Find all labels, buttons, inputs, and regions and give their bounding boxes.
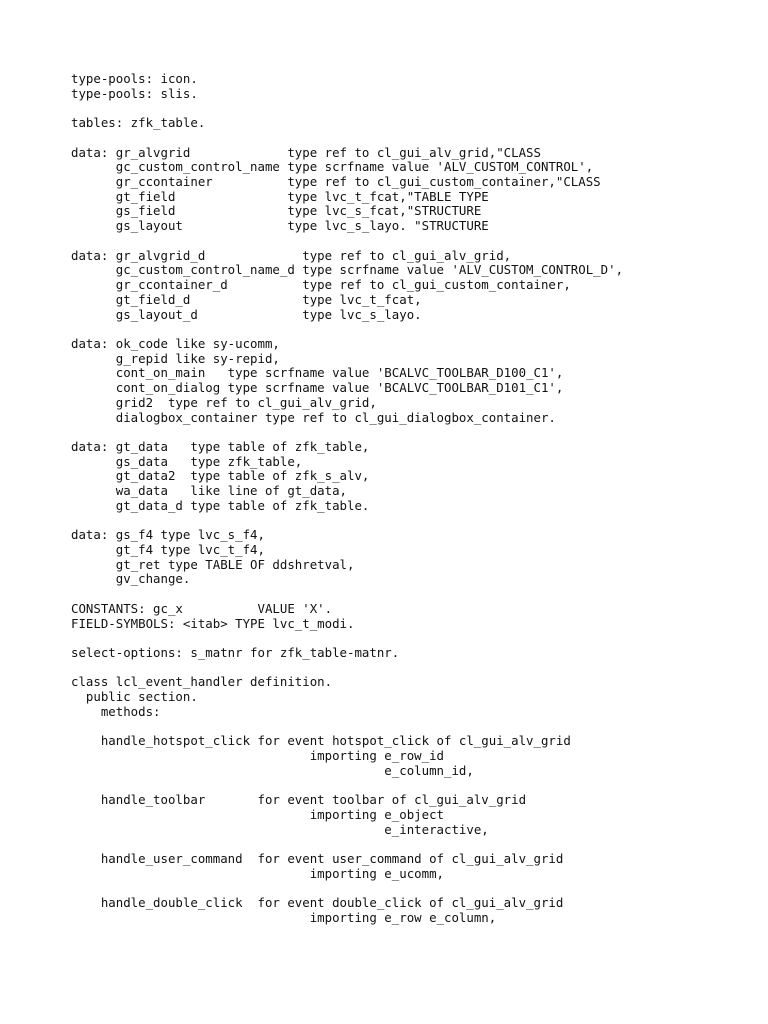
- code-line: [71, 131, 623, 146]
- code-line: gs_field type lvc_s_fcat,"STRUCTURE: [71, 203, 482, 219]
- code-line: [71, 425, 623, 440]
- code-line: data: gt_data type table of zfk_table,: [71, 438, 370, 454]
- code-line: gs_layout_d type lvc_s_layo.: [71, 306, 422, 322]
- code-line: [71, 514, 623, 529]
- code-line: importing e_object: [71, 806, 444, 822]
- code-line: [71, 587, 623, 602]
- code-line: type-pools: slis.: [71, 85, 198, 101]
- code-line: gt_f4 type lvc_t_f4,: [71, 542, 265, 557]
- code-line: gc_custom_control_name type scrfname value 'ALV_CUSTOM_CONTROL',: [71, 159, 594, 175]
- code-line: gv_change.: [71, 571, 191, 587]
- code-line: [71, 234, 623, 249]
- code-line: g_repid like sy-repid,: [71, 350, 280, 366]
- code-line: data: gr_alvgrid type ref to cl_gui_alv_grid,"CLASS: [71, 144, 541, 160]
- code-line: data: ok_code like sy-ucomm,: [71, 335, 280, 351]
- code-line: handle_toolbar for event toolbar of cl_gui_alv_grid: [71, 792, 527, 808]
- code-line: e_interactive,: [71, 821, 489, 837]
- code-line: gt_field type lvc_t_fcat,"TABLE TYPE: [71, 188, 489, 204]
- code-line: grid2 type ref to cl_gui_alv_grid,: [71, 394, 377, 410]
- code-line: [71, 322, 623, 337]
- abap-source-code: [71, 72, 623, 926]
- code-line: gr_ccontainer type ref to cl_gui_custom_container,"CLASS: [71, 174, 601, 190]
- code-line: gt_data2 type table of zfk_s_alv,: [71, 468, 370, 484]
- code-line: data: gs_f4 type lvc_s_f4,: [71, 527, 265, 543]
- code-line: [71, 631, 623, 646]
- code-line: importing e_row_id: [71, 748, 444, 764]
- code-line: select-options: s_matnr for zfk_table-matnr.: [71, 645, 400, 661]
- code-line: CONSTANTS: gc_x VALUE 'X'.: [71, 600, 333, 616]
- code-line: [71, 661, 623, 676]
- code-line: FIELD-SYMBOLS: <itab> TYPE lvc_t_modi.: [71, 615, 355, 631]
- code-line: public section.: [71, 689, 198, 705]
- code-line: gs_data type zfk_table,: [71, 453, 303, 469]
- code-line: handle_user_command for event user_command of cl_gui_alv_grid: [71, 851, 564, 867]
- code-line: handle_double_click for event double_click of cl_gui_alv_grid: [71, 895, 564, 911]
- code-line: e_column_id,: [71, 762, 474, 778]
- code-line: cont_on_main type scrfname value 'BCALVC_TOOLBAR_D100_C1',: [71, 365, 564, 381]
- code-line: importing e_ucomm,: [71, 865, 444, 881]
- code-line: gt_ret type TABLE OF ddshretval,: [71, 556, 355, 572]
- code-line: type-pools: icon.: [71, 71, 198, 86]
- code-line: gs_layout type lvc_s_layo. "STRUCTURE: [71, 218, 489, 234]
- code-line: [71, 882, 623, 897]
- code-line: dialogbox_container type ref to cl_gui_dialogbox_container.: [71, 409, 556, 425]
- code-line: gr_ccontainer_d type ref to cl_gui_custom_container,: [71, 277, 571, 293]
- code-line: handle_hotspot_click for event hotspot_click of cl_gui_alv_grid: [71, 733, 571, 749]
- code-line: gc_custom_control_name_d type scrfname value 'ALV_CUSTOM_CONTROL_D',: [71, 262, 624, 278]
- code-line: gt_data_d type table of zfk_table.: [71, 497, 370, 513]
- code-line: importing e_row e_column,: [71, 909, 497, 925]
- code-line: wa_data like line of gt_data,: [71, 483, 348, 499]
- code-line: [71, 779, 623, 794]
- code-line: [71, 837, 623, 852]
- code-line: [71, 101, 623, 116]
- code-line: gt_field_d type lvc_t_fcat,: [71, 291, 422, 307]
- code-line: data: gr_alvgrid_d type ref to cl_gui_alv_grid,: [71, 247, 512, 263]
- code-line: tables: zfk_table.: [71, 115, 206, 131]
- code-line: class lcl_event_handler definition.: [71, 674, 333, 690]
- code-line: [71, 720, 623, 735]
- code-line: cont_on_dialog type scrfname value 'BCALVC_TOOLBAR_D101_C1',: [71, 380, 564, 396]
- code-line: methods:: [71, 703, 161, 719]
